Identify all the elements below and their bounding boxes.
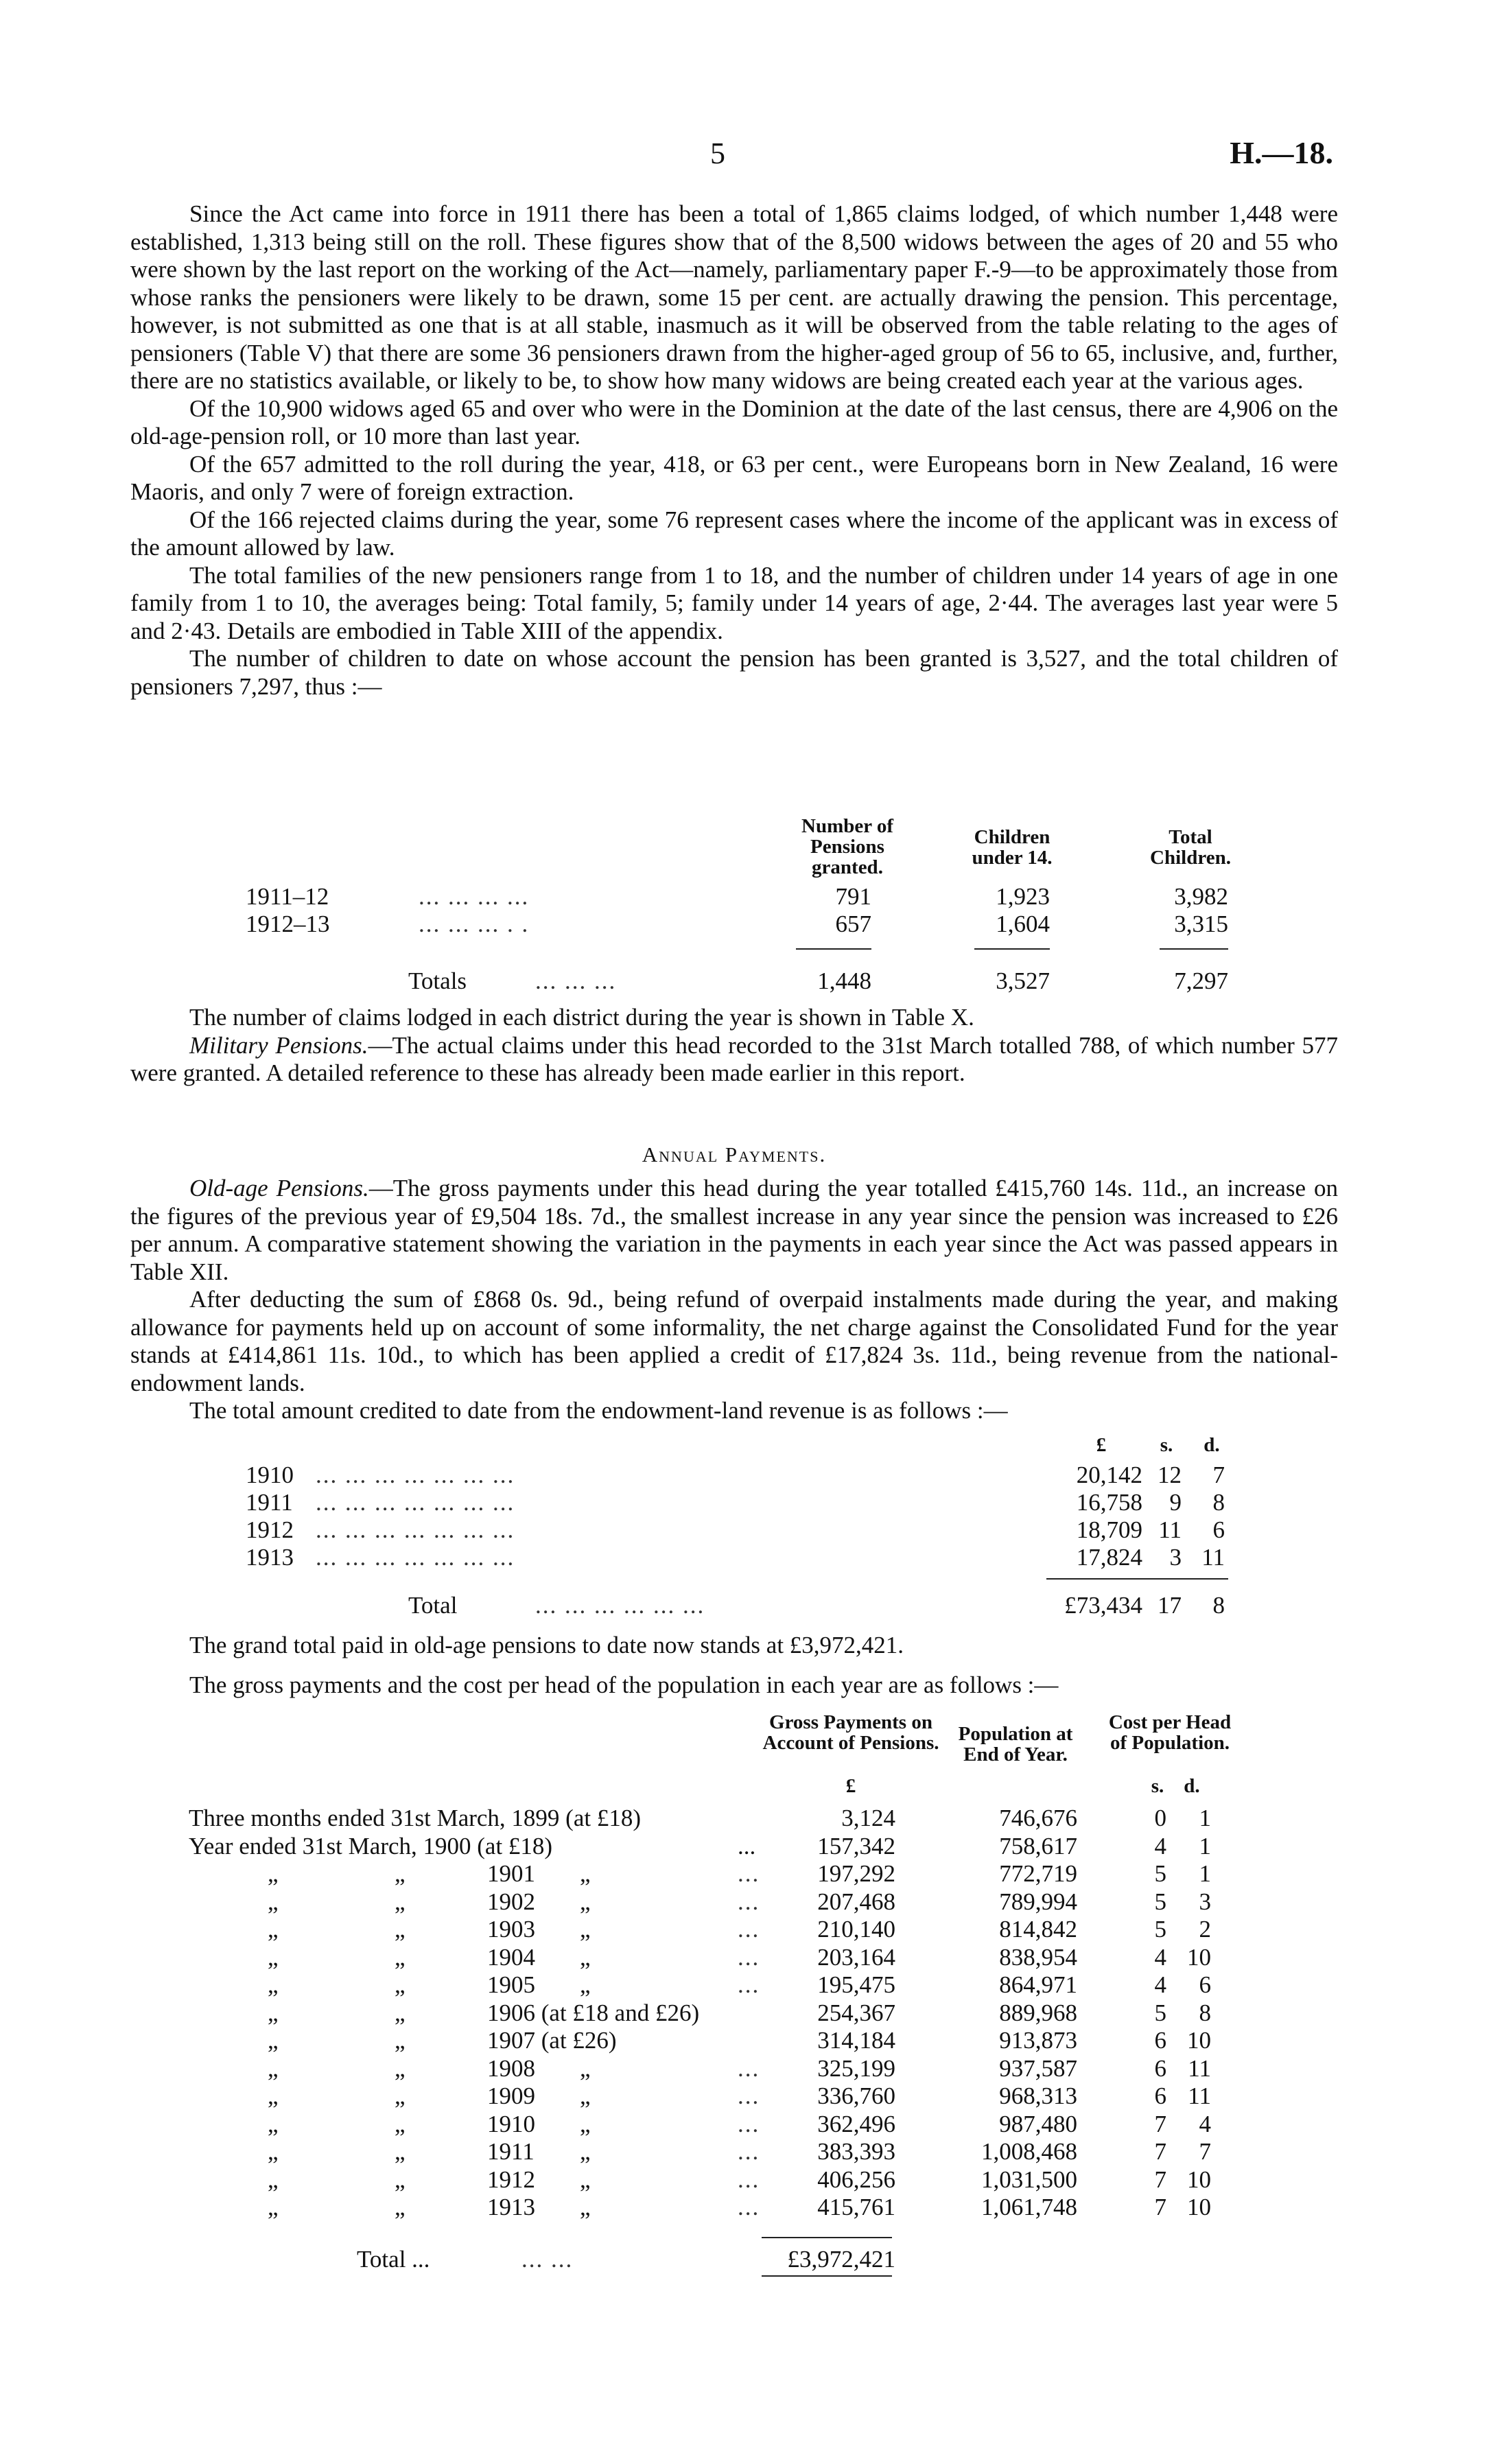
year-label: 1904 (487, 1943, 535, 1971)
period-label: Three months ended 31st March, 1899 (at £18) (189, 1805, 642, 1831)
ditto-mark: „ (268, 2138, 279, 2165)
pence-value: 11 (1188, 2054, 1211, 2082)
population-value: 968,313 (999, 2082, 1077, 2109)
row-label: 1912–13 (246, 911, 330, 937)
shillings-total: 17 (1158, 1592, 1182, 1619)
year-label: 1905 (487, 1971, 535, 1998)
military-paragraph (130, 1032, 1338, 1088)
year-label: 1906 (at £18 and £26) (487, 1999, 700, 2026)
shillings-value: 12 (1158, 1462, 1182, 1488)
population-value: 889,968 (999, 1999, 1077, 2026)
header-gross-payments: Gross Payments on Account of Pensions. (762, 1711, 939, 1754)
pence-value: 7 (1212, 1462, 1225, 1488)
payment-value: 325,199 (817, 2054, 895, 2082)
pounds-total: £73,434 (1064, 1592, 1142, 1619)
pounds-value: 17,824 (1076, 1544, 1142, 1571)
pence-value: 3 (1199, 1888, 1211, 1915)
ditto-mark: „ (395, 1888, 406, 1915)
payment-value: 415,761 (817, 2194, 895, 2220)
pounds-value: 16,758 (1076, 1489, 1142, 1516)
shillings-value: 0 (1154, 1805, 1166, 1831)
paragraph: The total families of the new pensioners range from 1 to 18, and the number of children under 14 years of age in one family from 1 to 10, the averages being: Total family, 5; family under 14 years of age, 2·44. The averages last year were 5 and 2·43. Details are embodied in Table XIII of the appendix. (130, 561, 1338, 644)
year-label: 1913 (487, 2194, 535, 2220)
payments-total-label: Total ... (357, 2246, 430, 2273)
ditto-mark: „ (268, 2110, 279, 2137)
intro-text (130, 200, 1338, 701)
period-label: Year ended 31st March, 1900 (at £18) (189, 1832, 553, 1859)
year-label: 1911 (487, 2138, 535, 2165)
payment-value: 195,475 (817, 1971, 895, 1998)
shillings-value: 5 (1154, 1860, 1166, 1887)
paragraph: Of the 166 rejected claims during the year, some 76 represent cases where the income of the applicant was in excess of the amount allowed by law. (130, 506, 1338, 561)
population-value: 987,480 (999, 2110, 1077, 2137)
year-label: 1907 (at £26) (487, 2027, 617, 2054)
divider (762, 2275, 892, 2277)
shillings-value: 9 (1169, 1489, 1182, 1516)
pence-value: 11 (1201, 1544, 1225, 1571)
payment-value: 383,393 (817, 2138, 895, 2165)
pence-total: 8 (1212, 1592, 1225, 1619)
leader-dots: ... (738, 2166, 760, 2193)
header-pensions: Number of Pensions granted. (801, 815, 893, 878)
endowment-intro: The total amount credited to date from the endowment-land revenue is as follows :— (189, 1397, 1008, 1424)
payment-value: 210,140 (817, 1916, 895, 1943)
population-value: 789,994 (999, 1888, 1077, 1915)
population-value: 746,676 (999, 1805, 1077, 1831)
payments-total-value: £3,972,421 (787, 2246, 895, 2273)
pence-value: 10 (1187, 2027, 1211, 2054)
ditto-mark: „ (395, 2194, 406, 2220)
ditto-mark: „ (580, 2110, 591, 2137)
leader-dots: ... (738, 1860, 760, 1887)
pence-value: 1 (1199, 1832, 1211, 1859)
year-label: 1912 (246, 1516, 294, 1543)
paragraph: Of the 657 admitted to the roll during the year, 418, or 63 per cent., were Europeans born in New Zealand, 16 were Maoris, and only 7 were of foreign extraction. (130, 450, 1338, 505)
payment-value: 406,256 (817, 2166, 895, 2193)
pence-value: 10 (1187, 1943, 1211, 1971)
pence-value: 4 (1199, 2110, 1211, 2137)
shillings-value: 6 (1154, 2054, 1166, 2082)
shillings-value: 4 (1154, 1832, 1166, 1859)
payment-value: 314,184 (817, 2027, 895, 2054)
pensions-value: 791 (835, 883, 871, 910)
shillings-value: 3 (1169, 1544, 1182, 1571)
ditto-mark: „ (395, 1860, 406, 1887)
pence-value: 1 (1199, 1860, 1211, 1887)
population-value: 937,587 (999, 2054, 1077, 2082)
children-table (0, 813, 1491, 1005)
endowment-table (0, 1434, 1491, 1619)
population-value: 758,617 (999, 1832, 1077, 1859)
paragraph: The number of children to date on whose account the pension has been granted is 3,527, and the total children of pensioners 7,297, thus :— (130, 645, 1338, 700)
ditto-mark: „ (268, 2194, 279, 2220)
ditto-mark: „ (580, 2082, 591, 2109)
payment-value: 197,292 (817, 1860, 895, 1887)
ditto-mark: „ (395, 2054, 406, 2082)
ditto-mark: „ (580, 1971, 591, 1998)
payment-value: 336,760 (817, 2082, 895, 2109)
ditto-mark: „ (395, 1999, 406, 2026)
ditto-mark: „ (395, 2027, 406, 2054)
year-label: 1908 (487, 2054, 535, 2082)
shillings-value: 7 (1154, 2138, 1166, 2165)
pence-value: 7 (1199, 2138, 1211, 2165)
children-value: 1,604 (996, 911, 1050, 937)
children-total: 3,527 (996, 967, 1050, 994)
paragraph: Since the Act came into force in 1911 there has been a total of 1,865 claims lodged, of which number 1,448 were established, 1,313 being still on the roll. These figures show that of the 8,500 widows between the ages of 20 and 55 who were shown by the last report on the working of the Act—namely, parliamentary paper F.-9—to be approximately those from whose ranks the pensioners were likely to be drawn, some 15 per cent. are actually drawing the pension. This percentage, however, is not submitted as one that is at all stable, inasmuch as it will be observed from the table relating to the ages of pensioners (Table V) that there are some 36 pensioners drawn from the higher-aged group of 56 to 65, inclusive, and, further, there are no statistics available, or likely to be, to show how many widows are being created each year at the various ages. (130, 200, 1338, 394)
ditto-mark: „ (580, 2054, 591, 2082)
pence-value: 8 (1199, 1999, 1211, 2026)
year-label: 1912 (487, 2166, 535, 2193)
leader-dots: ... ... ... ... ... ... (535, 1592, 705, 1619)
population-value: 814,842 (999, 1916, 1077, 1943)
population-value: 1,008,468 (981, 2138, 1077, 2165)
pensions-value: 657 (835, 911, 871, 937)
leader-dots: ... ... ... (535, 967, 617, 994)
leader-dots: ... ... ... ... ... ... ... (316, 1544, 515, 1571)
total-value: 3,982 (1174, 883, 1228, 910)
divider (1160, 948, 1228, 950)
population-value: 1,061,748 (981, 2194, 1077, 2220)
divider (1046, 1578, 1228, 1580)
shillings-value: 7 (1154, 2194, 1166, 2220)
shillings-value: 4 (1154, 1943, 1166, 1971)
payment-value: 203,164 (817, 1943, 895, 1971)
shillings-value: 5 (1154, 1916, 1166, 1943)
ditto-mark: „ (268, 1971, 279, 1998)
shillings-value: 6 (1154, 2082, 1166, 2109)
ditto-mark: „ (580, 1860, 591, 1887)
header-shillings: s. (1151, 1775, 1164, 1797)
ditto-mark: „ (580, 1943, 591, 1971)
ditto-mark: „ (268, 1888, 279, 1915)
pensions-total: 1,448 (817, 967, 871, 994)
ditto-mark: „ (268, 1999, 279, 2026)
shillings-value: 7 (1154, 2166, 1166, 2193)
year-label: 1913 (246, 1544, 294, 1571)
after-deducting-paragraph: After deducting the sum of £868 0s. 9d., being refund of overpaid instalments made during the year, and making allowance for payments held up on account of some informality, the net charge against the Consolidated Fund for the year stands at £414,861 11s. 10d., to which has been applied a credit of £17,824 3s. 11d., being revenue from the national-endowment lands. (130, 1286, 1338, 1396)
divider (974, 948, 1050, 950)
ditto-mark: „ (395, 2082, 406, 2109)
header-total-children: Total Children. (1150, 826, 1231, 869)
year-label: 1909 (487, 2082, 535, 2109)
year-label: 1903 (487, 1916, 535, 1943)
shillings-value: 6 (1154, 2027, 1166, 2054)
payment-value: 362,496 (817, 2110, 895, 2137)
section-heading (130, 1141, 1338, 1169)
leader-dots: ... ... ... ... ... ... ... (316, 1516, 515, 1543)
children-value: 1,923 (996, 883, 1050, 910)
pence-value: 10 (1187, 2166, 1211, 2193)
population-value: 772,719 (999, 1860, 1077, 1887)
ditto-mark: „ (395, 1971, 406, 1998)
payments-table (0, 1709, 1491, 2292)
leader-dots: ... ... (521, 2246, 574, 2273)
shillings-value: 5 (1154, 1999, 1166, 2026)
old-age-title: Old-age Pensions. (189, 1175, 369, 1201)
ditto-mark: „ (268, 2166, 279, 2193)
leader-dots: ... (738, 2054, 760, 2082)
leader-dots: ... ... ... . . (419, 911, 530, 937)
gross-intro-line: The gross payments and the cost per head of the population in each year are as follows :— (189, 1671, 1059, 1698)
ditto-mark: „ (268, 1916, 279, 1943)
pence-value: 11 (1188, 2082, 1211, 2109)
ditto-mark: „ (268, 2027, 279, 2054)
pence-value: 6 (1199, 1971, 1211, 1998)
header-pounds: £ (1096, 1434, 1107, 1456)
old-age-paragraph (130, 1175, 1338, 1286)
military-text: —The actual claims under this head recorded to the 31st March totalled 788, of which number 577 were granted. A detailed reference to these has already been made earlier in this report. (130, 1031, 1338, 1086)
divider (762, 2237, 892, 2238)
leader-dots: ... (738, 1943, 760, 1971)
page-number: 5 (710, 137, 725, 170)
ditto-mark: „ (268, 2082, 279, 2109)
ditto-mark: „ (395, 1916, 406, 1943)
ditto-mark: „ (395, 2110, 406, 2137)
ditto-mark: „ (580, 2166, 591, 2193)
ditto-mark: „ (395, 2138, 406, 2165)
total-value: 3,315 (1174, 911, 1228, 937)
header-pence: d. (1204, 1434, 1220, 1456)
pence-value: 1 (1199, 1805, 1211, 1831)
claims-line: The number of claims lodged in each district during the year is shown in Table X. (189, 1004, 974, 1031)
pounds-value: 18,709 (1076, 1516, 1142, 1543)
population-value: 838,954 (999, 1943, 1077, 1971)
leader-dots: ... (738, 2110, 760, 2137)
header-pence: d. (1184, 1775, 1200, 1797)
divider (796, 948, 871, 950)
header-shillings: s. (1160, 1434, 1173, 1456)
pence-value: 8 (1212, 1489, 1225, 1516)
header-children: Children under 14. (972, 826, 1053, 869)
ditto-mark: „ (580, 1916, 591, 1943)
pence-value: 6 (1212, 1516, 1225, 1543)
ditto-mark: „ (580, 2194, 591, 2220)
header-pounds: £ (845, 1775, 856, 1797)
year-label: 1910 (246, 1462, 294, 1488)
leader-dots: ... (738, 2194, 760, 2220)
population-value: 913,873 (999, 2027, 1077, 2054)
population-value: 1,031,500 (981, 2166, 1077, 2193)
totals-label: Totals (408, 967, 467, 994)
payment-value: 157,342 (817, 1832, 895, 1859)
paragraph: Of the 10,900 widows aged 65 and over who were in the Dominion at the date of the last census, there are 4,906 on the old-age-pension roll, or 10 more than last year. (130, 395, 1338, 449)
leader-dots: ... (738, 1916, 760, 1943)
shillings-value: 7 (1154, 2110, 1166, 2137)
total-children-total: 7,297 (1174, 967, 1228, 994)
ditto-mark: „ (395, 1943, 406, 1971)
header-population: Population at End of Year. (958, 1723, 1073, 1765)
year-label: 1911 (246, 1489, 293, 1516)
year-label: 1910 (487, 2110, 535, 2137)
population-value: 864,971 (999, 1971, 1077, 1998)
leader-dots: ... ... ... ... ... ... ... (316, 1462, 515, 1488)
payments-text (130, 1175, 1338, 1425)
payment-value: 254,367 (817, 1999, 895, 2026)
year-label: 1901 (487, 1860, 535, 1887)
ditto-mark: „ (268, 1943, 279, 1971)
document-reference: H.—18. (1230, 135, 1333, 170)
old-age-text: —The gross payments under this head during the year totalled £415,760 14s. 11d., an increase on the figures of the previous year of £9,504 18s. 7d., the smallest increase in any year since the pension was increased to £26 per annum. A comparative statement showing the variation in the payments in each year since the Act was passed appears in Table XII. (130, 1175, 1338, 1285)
grand-total-line: The grand total paid in old-age pensions to date now stands at £3,972,421. (189, 1632, 904, 1658)
ditto-mark: „ (268, 2054, 279, 2082)
pounds-value: 20,142 (1076, 1462, 1142, 1488)
leader-dots: ... (738, 1888, 760, 1915)
grand-total-text (130, 1632, 1338, 1660)
shillings-value: 11 (1158, 1516, 1182, 1543)
row-label: 1911–12 (246, 883, 329, 910)
leader-dots: ... (738, 1971, 760, 1998)
shillings-value: 5 (1154, 1888, 1166, 1915)
pence-value: 10 (1187, 2194, 1211, 2220)
military-title: Military Pensions. (189, 1031, 368, 1059)
annual-payments-heading: Annual Payments. (642, 1142, 827, 1166)
leader-dots: ... ... ... ... ... ... ... (316, 1489, 515, 1516)
shillings-value: 4 (1154, 1971, 1166, 1998)
ditto-mark: „ (580, 1888, 591, 1915)
gross-intro-text (130, 1671, 1338, 1700)
payment-value: 3,124 (841, 1805, 895, 1831)
leader-dots: ... (738, 1832, 756, 1859)
total-label: Total (408, 1592, 458, 1619)
pence-value: 2 (1199, 1916, 1211, 1943)
leader-dots: ... (738, 2138, 760, 2165)
ditto-mark: „ (268, 1860, 279, 1887)
header-cost-per-head: Cost per Head of Population. (1108, 1711, 1232, 1754)
year-label: 1902 (487, 1888, 535, 1915)
leader-dots: ... (738, 2082, 760, 2109)
middle-text (130, 1004, 1338, 1088)
payment-value: 207,468 (817, 1888, 895, 1915)
leader-dots: ... ... ... ... (419, 883, 530, 910)
ditto-mark: „ (395, 2166, 406, 2193)
ditto-mark: „ (580, 2138, 591, 2165)
